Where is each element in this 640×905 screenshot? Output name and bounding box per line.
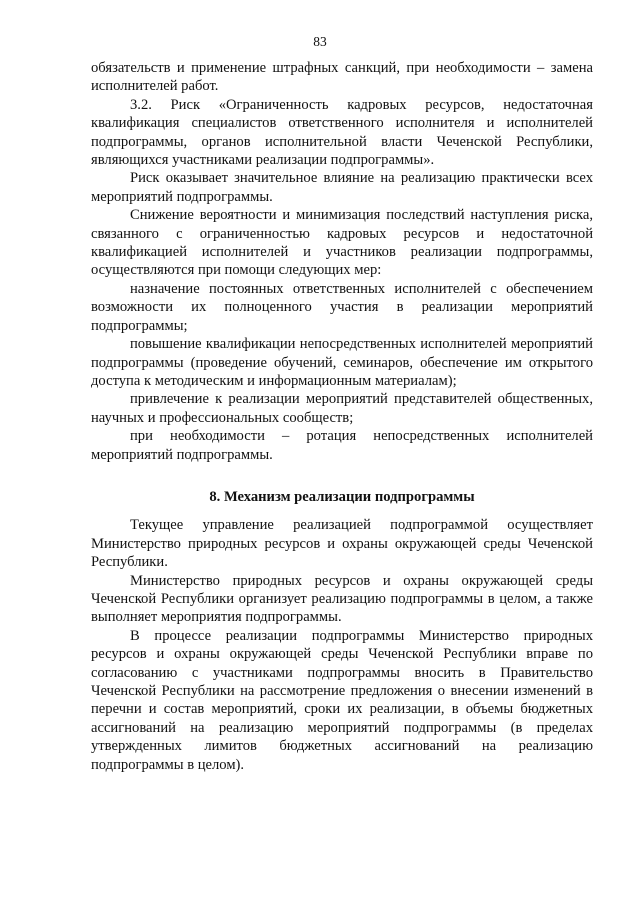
section-heading: 8. Механизм реализации подпрограммы	[209, 488, 475, 505]
list-item: привлечение к реализации мероприятий представителей общественных, научных и профессиональных сообществ;	[91, 391, 593, 426]
list-item: при необходимости – ротация непосредственных исполнителей мероприятий подпрограммы.	[91, 428, 593, 463]
list-item: повышение квалификации непосредственных исполнителей мероприятий подпрограммы (проведение обучений, семинаров, обеспечение им открытого доступа к методическим и информационным материалам);	[91, 336, 593, 389]
paragraph: Риск оказывает значительное влияние на реализацию практически всех мероприятий подпрограммы.	[91, 170, 593, 205]
paragraph: Текущее управление реализацией подпрограммой осуществляет Министерство природных ресурсов и охраны окружающей среды Чеченской Республики.	[91, 517, 593, 571]
document-body	[91, 59, 593, 774]
list-item: назначение постоянных ответственных исполнителей с обеспечением возможности их полноценного участия в реализации мероприятий подпрограммы;	[91, 280, 593, 334]
paragraph: В процессе реализации подпрограммы Министерство природных ресурсов и охраны окружающей среды Чеченской Республики вправе по согласованию с участниками подпрограммы вносить в Правительство Чеченской Республики на рассмотрение предложения о внесении изменений в перечни и состав мероприятий, сроки их реализации, в объемы бюджетных ассигнований на реализацию мероприятий подпрограммы (в пределах утвержденных лимитов бюджетных ассигнований на реализацию подпрограммы в целом).	[91, 627, 593, 773]
paragraph: Снижение вероятности и минимизация последствий наступления риска, связанного с ограниченностью кадровых ресурсов и недостаточной квалификацией исполнителей и участников реализации подпрограммы, осуществляются при помощи следующих мер:	[91, 207, 593, 279]
paragraph: Министерство природных ресурсов и охраны окружающей среды Чеченской Республики организует реализацию подпрограммы в целом, а также выполняет мероприятия подпрограммы.	[91, 572, 593, 626]
page-number: 83	[313, 34, 327, 49]
paragraph: обязательств и применение штрафных санкций, при необходимости – замена исполнителей работ.	[91, 60, 593, 95]
paragraph: 3.2. Риск «Ограниченность кадровых ресурсов, недостаточная квалификация специалистов ответственного исполнителя и исполнителей подпрограммы, органов исполнительной власти Чеченской Республики, являющихся участниками реализации подпрограммы».	[91, 96, 593, 169]
